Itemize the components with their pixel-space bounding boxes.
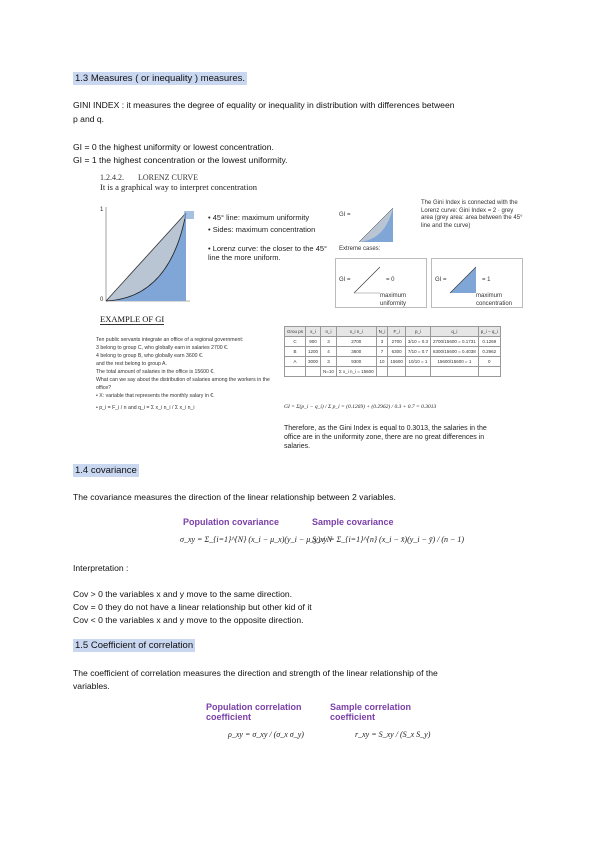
gini-lorenz-note: The Gini Index is connected with the Lorenz curve: Gini Index = 2 · grey area (grey area: area between the 45° line and the curve)	[421, 200, 523, 229]
table-cell: 3	[321, 357, 337, 367]
cov-zero: Cov = 0 they do not have a linear relationship but other kid of it	[73, 602, 312, 612]
uniform-case-caption: maximum uniformity	[380, 293, 407, 307]
section-heading-correlation: 1.5 Coefficient of correlation	[75, 640, 194, 651]
lorenz-curve-figure	[100, 173, 330, 308]
population-correlation-title: Population correlation coefficient	[206, 702, 302, 722]
lorenz-bullet-sides: • Sides: maximum concentration	[208, 225, 316, 234]
lorenz-axis-one: 1	[100, 207, 104, 213]
table-cell: 4	[321, 347, 337, 357]
table-header-cell: n_i	[321, 327, 337, 337]
gi-example-conclusion: Therefore, as the Gini Index is equal to 0.3013, the salaries in the office are in the uniformity zone, there are no great differences in salaries.	[284, 425, 487, 450]
table-row	[285, 337, 501, 347]
gi-label-top: GI =	[339, 212, 351, 218]
table-total-cell	[431, 367, 479, 377]
table-cell: 6300/15600 = 0.4038	[431, 347, 479, 357]
concentration-case-value: = 1	[482, 277, 491, 283]
gini-example-table	[284, 326, 501, 377]
lorenz-bullet-line: • 45° line: maximum uniformity	[208, 213, 310, 222]
table-cell: C	[285, 337, 306, 347]
extreme-cases-label: Extreme cases:	[339, 246, 381, 252]
table-header-cell: Grou ps	[285, 327, 306, 337]
gini-example-table-wrap	[284, 326, 501, 377]
gini-extreme-cases	[335, 200, 525, 310]
lorenz-subtitle: It is a graphical way to interpret concentration	[100, 182, 257, 192]
lorenz-title: LORENZ CURVE	[138, 173, 199, 182]
concentration-case-caption: maximum concentration	[476, 293, 513, 307]
lorenz-plot	[100, 203, 210, 308]
table-cell: 0.2962	[478, 347, 500, 357]
table-header-cell: x_i	[306, 327, 321, 337]
gi-example-formula: GI = Σ(p_i − q_i) / Σ p_i = (0.1269) + (0.2962) / 0.3 + 0.7 = 0.3013	[284, 404, 437, 410]
gi-one-statement: GI = 1 the highest concentration or the lowest uniformity.	[73, 155, 288, 165]
correlation-intro-line2: variables.	[73, 681, 110, 691]
interpretation-label: Interpretation :	[73, 563, 129, 573]
sample-correlation-formula: r_xy = S_xy / (S_x S_y)	[355, 730, 431, 739]
sample-covariance-formula: S_xy = Σ_{i=1}^{n} (x_i − x̄)(y_i − ȳ) / (n − 1)	[312, 535, 465, 544]
table-total-cell	[306, 367, 321, 377]
cov-negative: Cov < 0 the variables x and y move to the opposite direction.	[73, 615, 304, 625]
uniform-case-value: = 0	[386, 277, 395, 283]
gini-definition-line2: p and q.	[73, 114, 105, 124]
section-heading-measures: 1.3 Measures ( or inequality ) measures.	[75, 73, 246, 84]
table-header-cell: F_i	[388, 327, 406, 337]
table-row	[285, 347, 501, 357]
correlation-intro-line1: The coefficient of correlation measures the direction and strength of the linear relationship of the	[73, 668, 438, 678]
lorenz-axis-zero: 0	[100, 297, 104, 303]
table-total-cell	[285, 367, 306, 377]
covariance-intro: The covariance measures the direction of the linear relationship between 2 variables.	[73, 492, 396, 502]
gini-case-uniform: GI = = 0 maximum uniformity	[335, 258, 427, 308]
table-cell: 0	[478, 357, 500, 367]
table-cell: 2700	[388, 337, 406, 347]
table-header-row	[285, 327, 501, 337]
table-cell: 15600/15600 = 1	[431, 357, 479, 367]
gini-case-concentration: GI = = 1 maximum concentration	[431, 258, 523, 308]
population-covariance-title: Population covariance	[183, 517, 280, 527]
lorenz-title-number: 1.2.4.2.	[100, 173, 124, 182]
table-cell: B	[285, 347, 306, 357]
table-cell: 7	[376, 347, 388, 357]
cov-positive: Cov > 0 the variables x and y move to the same direction.	[73, 589, 293, 599]
table-header-cell: p_i − q_i	[478, 327, 500, 337]
lorenz-bullets	[208, 213, 328, 262]
population-correlation-formula: ρ_xy = σ_xy / (σ_x σ_y)	[228, 730, 304, 739]
table-cell: 3	[321, 337, 337, 347]
table-cell: 900	[306, 337, 321, 347]
table-cell: 3	[376, 337, 388, 347]
table-cell: 2700/15600 = 0.1731	[431, 337, 479, 347]
table-cell: 0.1269	[478, 337, 500, 347]
table-cell: 9300	[336, 357, 376, 367]
sample-correlation-title: Sample correlation coefficient	[330, 702, 412, 722]
example-text: Ten public servants integrate an office of a regional government: 3 belong to group C, who globally earn in salaries 2700 €. 4 belong to group B, who globally earn 3600 €. and the rest belong to group A. The total amount of salaries in the office is 15600 €. What can we say about the distribution of salaries among the workers in the office? • X: variable that represents the monthly salary in €. • p_i = F_i / n and q_i = Σ x_i n_i / Σ x_i n_i	[96, 337, 270, 411]
table-cell: 10	[376, 357, 388, 367]
table-cell: 2700	[336, 337, 376, 347]
example-title: EXAMPLE OF GI	[100, 314, 165, 324]
table-total-cell: N=10	[321, 367, 337, 377]
table-cell: 15600	[388, 357, 406, 367]
gi-zero-statement: GI = 0 the highest uniformity or lowest concentration.	[73, 142, 274, 152]
table-total-row	[285, 367, 501, 377]
table-row	[285, 357, 501, 367]
table-cell: 3/10 = 0.3	[405, 337, 430, 347]
table-total-cell	[376, 367, 388, 377]
section-heading-covariance: 1.4 covariance	[75, 465, 137, 476]
gini-mini-plot	[357, 206, 397, 244]
table-header-cell: p_i	[405, 327, 430, 337]
concentration-case-icon	[448, 265, 478, 295]
sample-covariance-title: Sample covariance	[312, 517, 394, 527]
table-total-cell: Σ x_i n_i = 15600	[336, 367, 376, 377]
table-cell: 1200	[306, 347, 321, 357]
table-total-cell	[388, 367, 406, 377]
table-header-cell: N_i	[376, 327, 388, 337]
population-covariance-formula: σ_xy = Σ_{i=1}^{N} (x_i − μ_x)(y_i − μ_y) / N	[180, 535, 333, 544]
table-cell: A	[285, 357, 306, 367]
table-header-cell: q_i	[431, 327, 479, 337]
table-cell: 6300	[388, 347, 406, 357]
table-cell: 3000	[306, 357, 321, 367]
table-cell: 10/10 = 1	[405, 357, 430, 367]
lorenz-bullet-curve: • Lorenz curve: the closer to the 45° line the more uniform.	[208, 244, 328, 262]
table-total-cell	[478, 367, 500, 377]
table-cell: 3600	[336, 347, 376, 357]
table-total-cell	[405, 367, 430, 377]
uniform-case-icon	[352, 265, 382, 295]
table-header-cell: x_i n_i	[336, 327, 376, 337]
table-cell: 7/10 = 0.7	[405, 347, 430, 357]
gini-definition-line1: GINI INDEX : it measures the degree of equality or inequality in distribution with differences between	[73, 100, 455, 110]
